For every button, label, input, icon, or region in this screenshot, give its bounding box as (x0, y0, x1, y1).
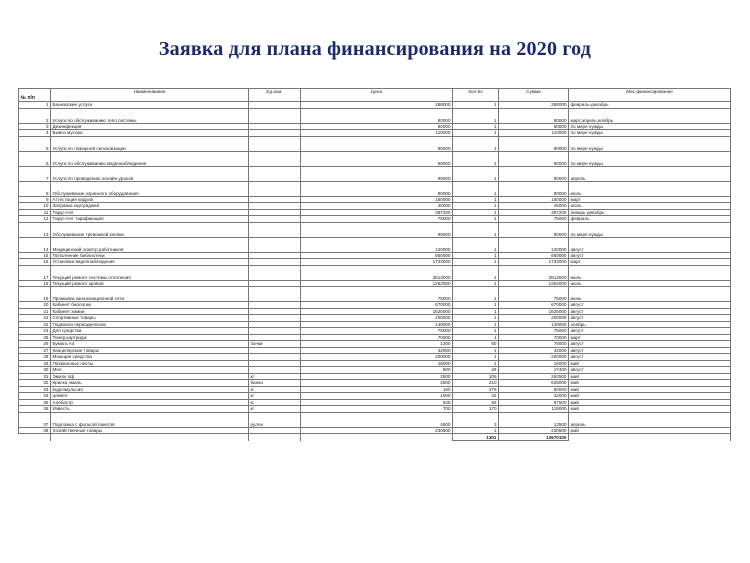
cell-price: 200000 (301, 354, 453, 361)
cell-sum: 80000 (499, 181, 569, 196)
cell-num: 21 (19, 308, 51, 315)
cell-qty: 1 (453, 102, 499, 109)
cell-name: Дезинфекция (51, 123, 249, 130)
cell-month: январь-декабрь (569, 209, 731, 216)
cell-qty: 210 (453, 380, 499, 387)
cell-month: апрель (569, 166, 731, 181)
header-num: № п/п (19, 89, 51, 102)
cell-qty: 1 (453, 203, 499, 210)
cell-name: Эмаль пф (51, 373, 249, 380)
cell-sum: 70000 (499, 334, 569, 341)
cell-price: 397200 (301, 209, 453, 216)
cell-month: май (569, 386, 731, 393)
cell-num: 31 (19, 373, 51, 380)
cell-num: 25 (19, 334, 51, 341)
cell-month: август (569, 367, 731, 374)
cell-qty: 1 (453, 108, 499, 123)
cell-name: Заправка картриджей (51, 203, 249, 210)
cell-month: май (569, 406, 731, 413)
cell-qty: 1 (453, 360, 499, 367)
cell-sum: 1262000 (499, 280, 569, 287)
table-row (19, 108, 731, 123)
cell-month: май (569, 427, 731, 434)
cell-unit (249, 181, 301, 196)
cell-sum: 120000 (499, 237, 569, 252)
cell-month: май (569, 373, 731, 380)
cell-qty: 1 (453, 216, 499, 223)
cell-month: апрель (569, 412, 731, 427)
cell-price: 16000 (301, 360, 453, 367)
cell-price: 75000 (301, 287, 453, 302)
cell-unit: рулон (249, 412, 301, 427)
cell-qty: 3 (453, 412, 499, 427)
cell-month: по мере нужды (569, 136, 731, 151)
cell-month: август (569, 315, 731, 322)
cell-num: 24 (19, 328, 51, 335)
totals-sum: 13970100 (499, 434, 569, 441)
cell-num: 19 (19, 287, 51, 302)
cell-price: 288000 (301, 102, 453, 109)
cell-month: ноябрь (569, 321, 731, 328)
cell-num: 26 (19, 341, 51, 348)
cell-unit: кг (249, 393, 301, 400)
cell-unit: кг (249, 386, 301, 393)
cell-month: май (569, 380, 731, 387)
cell-month: февраль-декабрь (569, 102, 731, 109)
cell-name: Тарус-Нэт (51, 209, 249, 216)
cell-sum: 90000 (499, 166, 569, 181)
cell-name: Услуги по пожарной сигнализации (51, 136, 249, 151)
cell-price: 120000 (301, 237, 453, 252)
table-row (19, 287, 731, 302)
header-price: Цена (301, 89, 453, 102)
header-unit: Ед.изм. (249, 89, 301, 102)
cell-price: 90000 (301, 166, 453, 181)
cell-price: 625 (301, 399, 453, 406)
totals-blank (51, 434, 249, 441)
financing-table (18, 88, 731, 441)
cell-num: 1 (19, 102, 51, 109)
cell-qty: 1 (453, 302, 499, 309)
cell-qty: 1 (453, 328, 499, 335)
cell-price: 90000 (301, 222, 453, 237)
cell-name: Обслуживание тревожной кнопки (51, 222, 249, 237)
cell-name: Похвальные листы (51, 360, 249, 367)
cell-month: по мере нужды (569, 151, 731, 166)
cell-price: 4500 (301, 412, 453, 427)
cell-month: июль (569, 280, 731, 287)
cell-price: 140000 (301, 321, 453, 328)
cell-num: 20 (19, 302, 51, 309)
cell-qty: 105 (453, 373, 499, 380)
cell-qty: 92 (453, 399, 499, 406)
cell-name: Известь (51, 406, 249, 413)
cell-price: 670000 (301, 302, 453, 309)
cell-month: август (569, 347, 731, 354)
cell-price: 1625000 (301, 308, 453, 315)
cell-sum: 17400 (499, 367, 569, 374)
cell-price: 80000 (301, 108, 453, 123)
cell-sum: 60000 (499, 123, 569, 130)
cell-qty: 1 (453, 308, 499, 315)
cell-qty: 170 (453, 406, 499, 413)
cell-name: Подписка периодических (51, 321, 249, 328)
cell-num: 17 (19, 265, 51, 280)
cell-sum: 150000 (499, 196, 569, 203)
cell-name: Мел (51, 367, 249, 374)
totals-blank (19, 434, 51, 441)
cell-sum: 525000 (499, 380, 569, 387)
cell-qty: 1 (453, 181, 499, 196)
cell-price: 75000 (301, 216, 453, 223)
cell-num: 38 (19, 427, 51, 434)
cell-num: 14 (19, 237, 51, 252)
cell-sum: 45000 (499, 203, 569, 210)
cell-qty: 1 (453, 123, 499, 130)
cell-month: май (569, 360, 731, 367)
cell-month: август (569, 302, 731, 309)
cell-name: Кабинет биологии (51, 302, 249, 309)
cell-price: 75000 (301, 328, 453, 335)
cell-qty: 1 (453, 354, 499, 361)
cell-month: март (569, 196, 731, 203)
cell-name: Услуги по обслуживанию тепл.системы (51, 108, 249, 123)
cell-unit (249, 108, 301, 123)
cell-month: июль (569, 203, 731, 210)
cell-month: по мере нужды (569, 222, 731, 237)
table-body (19, 102, 731, 434)
cell-unit (249, 166, 301, 181)
header-month: Мес.финансирование (569, 89, 731, 102)
cell-price: 850000 (301, 252, 453, 259)
cell-unit: пачки (249, 341, 301, 348)
cell-num: 12 (19, 216, 51, 223)
cell-qty: 1 (453, 321, 499, 328)
cell-sum: 42000 (499, 347, 569, 354)
cell-qty: 1 (453, 196, 499, 203)
financing-table-container (18, 88, 730, 441)
cell-name: Тонер,картридж (51, 334, 249, 341)
cell-price: 90000 (301, 151, 453, 166)
cell-name: Аттестация кадров (51, 196, 249, 203)
cell-month: июль (569, 265, 731, 280)
cell-num: 11 (19, 209, 51, 216)
cell-num: 37 (19, 412, 51, 427)
cell-month: март (569, 334, 731, 341)
cell-qty: 1 (453, 265, 499, 280)
cell-qty: 1 (453, 222, 499, 237)
cell-price: 700 (301, 406, 453, 413)
cell-month: август (569, 237, 731, 252)
table-row (19, 237, 731, 252)
cell-sum: 13500 (499, 412, 569, 427)
cell-price: 230500 (301, 427, 453, 434)
cell-price: 2500 (301, 380, 453, 387)
cell-qty: 29 (453, 367, 499, 374)
totals-blank (569, 434, 731, 441)
cell-unit (249, 222, 301, 237)
cell-month: август (569, 354, 731, 361)
cell-unit: банка (249, 380, 301, 387)
cell-name: Хозяйственные товары (51, 427, 249, 434)
cell-name: Пополнение библиотеки (51, 252, 249, 259)
cell-name: Услуги по проведению онлайн-уроков (51, 166, 249, 181)
cell-qty: 1 (453, 237, 499, 252)
cell-name: Услуги по обслуживанию видеонаблюдения (51, 151, 249, 166)
cell-price: 200000 (301, 315, 453, 322)
cell-qty: 1 (453, 334, 499, 341)
cell-num: 9 (19, 196, 51, 203)
cell-price: 42000 (301, 347, 453, 354)
totals-blank (301, 434, 453, 441)
cell-price: 1733000 (301, 259, 453, 266)
cell-qty: 60 (453, 341, 499, 348)
cell-num: 29 (19, 360, 51, 367)
cell-qty: 1 (453, 315, 499, 322)
cell-sum: 57500 (499, 399, 569, 406)
cell-sum: 75000 (499, 216, 569, 223)
cell-name: Спортивные товары (51, 315, 249, 322)
cell-price: 2500 (301, 373, 453, 380)
cell-num: 23 (19, 321, 51, 328)
table-row (19, 166, 731, 181)
cell-sum: 60000 (499, 386, 569, 393)
cell-num: 15 (19, 252, 51, 259)
cell-month: май (569, 399, 731, 406)
cell-num: 28 (19, 354, 51, 361)
cell-qty: 1 (453, 166, 499, 181)
cell-name: Моющие средства (51, 354, 249, 361)
cell-qty: 1 (453, 347, 499, 354)
cell-sum: 16000 (499, 360, 569, 367)
cell-name: Установка видеонаблюдения (51, 259, 249, 266)
cell-price: 3513000 (301, 265, 453, 280)
cell-sum: 3513000 (499, 265, 569, 280)
cell-num: 8 (19, 181, 51, 196)
cell-num: 27 (19, 347, 51, 354)
cell-sum: 1733000 (499, 259, 569, 266)
table-row (19, 151, 731, 166)
cell-num: 33 (19, 386, 51, 393)
cell-qty: 1 (453, 287, 499, 302)
cell-month: август (569, 308, 731, 315)
cell-month: март,апрель,ноябрь (569, 108, 731, 123)
cell-sum: 288000 (499, 102, 569, 109)
cell-sum: 75000 (499, 287, 569, 302)
cell-price: 150000 (301, 196, 453, 203)
cell-unit (249, 136, 301, 151)
cell-price: 1262000 (301, 280, 453, 287)
totals-qty: 1301 (453, 434, 499, 441)
cell-sum: 850000 (499, 252, 569, 259)
cell-sum: 200000 (499, 354, 569, 361)
totals-blank (249, 434, 301, 441)
table-row (19, 265, 731, 280)
cell-num: 34 (19, 393, 51, 400)
cell-num: 30 (19, 367, 51, 374)
cell-sum: 200000 (499, 315, 569, 322)
cell-num: 13 (19, 222, 51, 237)
cell-sum: 230500 (499, 427, 569, 434)
cell-unit (249, 265, 301, 280)
cell-month: июнь (569, 287, 731, 302)
cell-month: август (569, 341, 731, 348)
cell-price: 1300 (301, 341, 453, 348)
cell-month: август (569, 252, 731, 259)
table-row (19, 222, 731, 237)
cell-price: 110000 (301, 130, 453, 137)
cell-price: 1000 (301, 393, 453, 400)
cell-sum: 119000 (499, 406, 569, 413)
cell-unit: кг (249, 373, 301, 380)
cell-name: Кабинет химии (51, 308, 249, 315)
header-qty: Кол-во (453, 89, 499, 102)
cell-name: Вывоз мусора (51, 130, 249, 137)
cell-name: Промывка канализационной сети (51, 287, 249, 302)
cell-month: август (569, 328, 731, 335)
cell-qty: 1 (453, 280, 499, 287)
cell-num: 32 (19, 380, 51, 387)
cell-sum: 262500 (499, 373, 569, 380)
cell-unit (249, 237, 301, 252)
cell-sum: 80000 (499, 108, 569, 123)
cell-num: 3 (19, 123, 51, 130)
cell-month: по мере нужды (569, 123, 731, 130)
cell-sum: 90000 (499, 222, 569, 237)
cell-unit: кг (249, 399, 301, 406)
cell-price: 600 (301, 367, 453, 374)
table-row (19, 136, 731, 151)
cell-month: март (569, 259, 731, 266)
cell-price: 45000 (301, 203, 453, 210)
cell-price: 80000 (301, 181, 453, 196)
cell-qty: 1 (453, 151, 499, 166)
cell-name: цемент (51, 393, 249, 400)
cell-sum: 1625000 (499, 308, 569, 315)
header-name: Наименование (51, 89, 249, 102)
cell-unit (249, 287, 301, 302)
cell-month: февраль (569, 216, 731, 223)
cell-qty: 32 (453, 393, 499, 400)
cell-num: 2 (19, 108, 51, 123)
cell-qty: 1 (453, 209, 499, 216)
cell-price: 70000 (301, 334, 453, 341)
cell-name: Алебастр (51, 399, 249, 406)
table-header-row (19, 89, 731, 102)
cell-num: 6 (19, 151, 51, 166)
cell-name: Подложка с фольгой пакетов (51, 412, 249, 427)
totals-row (19, 434, 731, 441)
table-row (19, 412, 731, 427)
cell-unit: кг (249, 406, 301, 413)
cell-sum: 90000 (499, 151, 569, 166)
cell-num: 36 (19, 406, 51, 413)
cell-num: 10 (19, 203, 51, 210)
cell-num: 18 (19, 280, 51, 287)
cell-qty: 1 (453, 136, 499, 151)
cell-name: Краска эмаль (51, 380, 249, 387)
cell-name: Медицинский осмотр работников (51, 237, 249, 252)
cell-num: 22 (19, 315, 51, 322)
cell-num: 16 (19, 259, 51, 266)
cell-name: Канцелярские товары (51, 347, 249, 354)
cell-num: 7 (19, 166, 51, 181)
cell-qty: 1 (453, 259, 499, 266)
cell-name: Для средства (51, 328, 249, 335)
cell-qty: 1 (453, 252, 499, 259)
cell-sum: 75000 (499, 328, 569, 335)
cell-unit (249, 151, 301, 166)
cell-sum: 140000 (499, 321, 569, 328)
cell-qty: 375 (453, 386, 499, 393)
cell-name: Бумага А4 (51, 341, 249, 348)
cell-price: 160 (301, 386, 453, 393)
cell-num: 4 (19, 130, 51, 137)
cell-name: Текущий ремонт кровли (51, 280, 249, 287)
cell-sum: 397200 (499, 209, 569, 216)
cell-name: водоэмульсия (51, 386, 249, 393)
cell-qty: 1 (453, 130, 499, 137)
cell-sum: 90000 (499, 136, 569, 151)
cell-sum: 78000 (499, 341, 569, 348)
cell-sum: 32000 (499, 393, 569, 400)
cell-name: Обслуживание охранного оборудования (51, 181, 249, 196)
header-sum: Сумма (499, 89, 569, 102)
cell-price: 90000 (301, 136, 453, 151)
page-title: Заявка для плана финансирования на 2020 год (158, 38, 592, 60)
cell-name: Тарус-Нэт тарификация (51, 216, 249, 223)
cell-qty: 1 (453, 427, 499, 434)
cell-price: 60000 (301, 123, 453, 130)
cell-sum: 670000 (499, 302, 569, 309)
cell-name: Банковские услуги (51, 102, 249, 109)
cell-num: 35 (19, 399, 51, 406)
cell-month: май (569, 393, 731, 400)
cell-month: июль (569, 181, 731, 196)
table-row (19, 181, 731, 196)
cell-num: 5 (19, 136, 51, 151)
cell-name: Текущий ремонт системы отопления (51, 265, 249, 280)
cell-month: по мере нужды (569, 130, 731, 137)
cell-sum: 110000 (499, 130, 569, 137)
